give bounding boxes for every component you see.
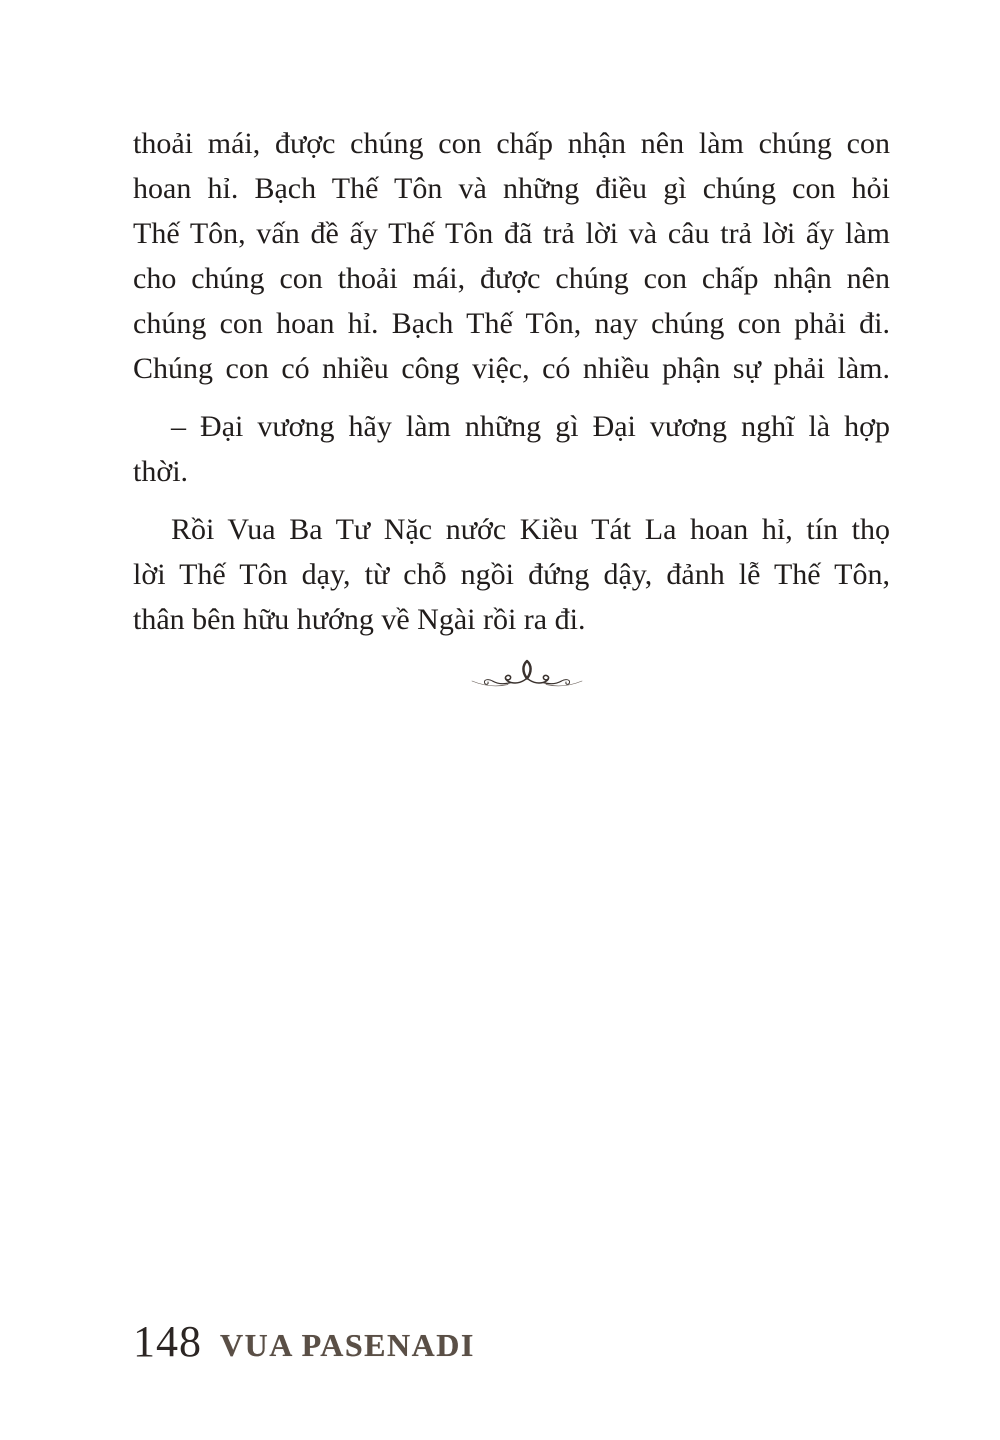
paragraph — [133, 121, 890, 391]
text-line: Thế Tôn, vấn đề ấy Thế Tôn đã trả lời và câu trả lời ấy làm — [133, 217, 890, 250]
text-line: chúng con hoan hỉ. Bạch Thế Tôn, nay chúng con phải đi. — [133, 307, 890, 340]
text-line: Chúng con có nhiều công việc, có nhiều phận sự phải làm. — [133, 352, 890, 385]
text-line: thoải mái, được chúng con chấp nhận nên làm chúng con — [133, 127, 890, 160]
page-number: 148 — [133, 1317, 202, 1366]
body-text — [133, 121, 890, 695]
text-line: – Đại vương hãy làm những gì Đại vương nghĩ là hợp — [171, 410, 890, 443]
text-line: thân bên hữu hướng về Ngài rồi ra đi. — [133, 603, 586, 636]
section-divider — [133, 658, 890, 695]
paragraph — [133, 404, 890, 494]
text-line: hoan hỉ. Bạch Thế Tôn và những điều gì chúng con hỏi — [133, 172, 890, 205]
text-line: lời Thế Tôn dạy, từ chỗ ngồi đứng dậy, đảnh lễ Thế Tôn, — [133, 558, 890, 591]
text-line: cho chúng con thoải mái, được chúng con chấp nhận nên — [133, 262, 890, 295]
text-line: thời. — [133, 455, 189, 488]
page-footer — [133, 1318, 475, 1366]
flourish-divider-icon — [471, 658, 583, 690]
text-line: Rồi Vua Ba Tư Nặc nước Kiều Tát La hoan hỉ, tín thọ — [171, 513, 890, 546]
paragraph — [133, 507, 890, 642]
running-title: VUA PASENADI — [220, 1327, 475, 1363]
